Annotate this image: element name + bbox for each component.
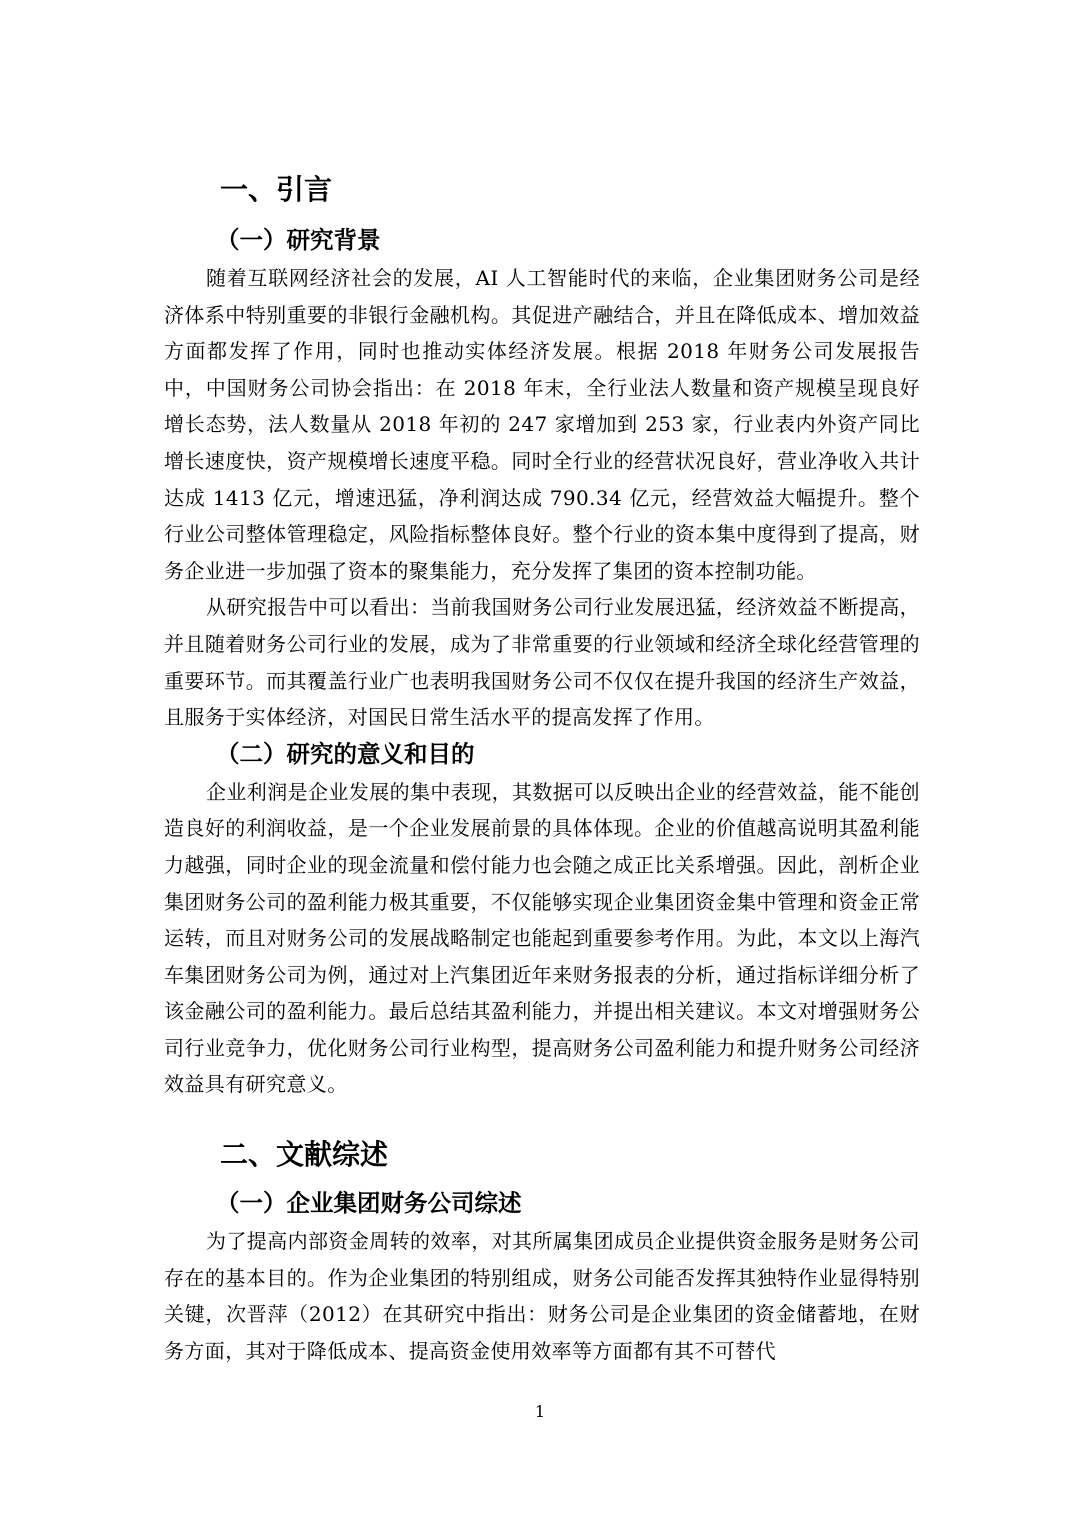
- page-body: [164, 168, 920, 1369]
- subsection-heading-significance-and-purpose: （二）研究的意义和目的: [216, 739, 475, 768]
- subsection-heading-group-finance-company-review: （一）企业集团财务公司综述: [216, 1189, 522, 1218]
- subsection-heading-research-background: （一）研究背景: [216, 226, 381, 254]
- paragraph-group-finance-1: 为了提高内部资金周转的效率，对其所属集团成员企业提供资金服务是财务公司存在的基本目的。作为企业集团的特别组成，财务公司能否发挥其独特作业显得特别关键，次晋萍（2012）在其研究中指出：财务公司是企业集团的资金储蓄地，在财务方面，其对于降低成本、提高资金使用效率等方面都有其不可替代: [164, 1229, 920, 1363]
- paragraph-background-1: 随着互联网经济社会的发展，AI 人工智能时代的来临，企业集团财务公司是经济体系中特别重要的非银行金融机构。其促进产融结合，并且在降低成本、增加效益方面都发挥了作用，同时也推动实体经济发展。根据 2018 年财务公司发展报告中，中国财务公司协会指出：在 2018 年末，全行业法人数量和资产规模呈现良好增长态势，法人数量从 2018 年初的 247 家增加到 253 家，行业表内外资产同比增长速度快，资产规模增长速度平稳。同时全行业的经营状况良好，营业净收入共计达成 1413 亿元，增速迅猛，净利润达成 790.34 亿元，经营效益大幅提升。整个行业公司整体管理稳定，风险指标整体良好。整个行业的资本集中度得到了提高，财务企业进一步加强了资本的聚集能力，充分发挥了集团的资本控制功能。: [164, 266, 920, 583]
- section-heading-literature-review: 二、文献综述: [220, 1138, 389, 1172]
- page-number: 1: [534, 1402, 546, 1421]
- section-heading-introduction: 一、引言: [220, 173, 333, 206]
- paragraph-background-2: 从研究报告中可以看出：当前我国财务公司行业发展迅猛，经济效益不断提高，并且随着财务公司行业的发展，成为了非常重要的行业领域和经济全球化经营管理的重要环节。而其覆盖行业广也表明我国财务公司不仅仅在提升我国的经济生产效益，且服务于实体经济，对国民日常生活水平的提高发挥了作用。: [164, 595, 920, 730]
- paragraph-significance-1: 企业利润是企业发展的集中表现，其数据可以反映出企业的经营效益，能不能创造良好的利润收益，是一个企业发展前景的具体体现。企业的价值越高说明其盈利能力越强，同时企业的现金流量和偿付能力也会随之成正比关系增强。因此，剖析企业集团财务公司的盈利能力极其重要，不仅能够实现企业集团资金集中管理和资金正常运转，而且对财务公司的发展战略制定也能起到重要参考作用。为此，本文以上海汽车集团财务公司为例，通过对上汽集团近年来财务报表的分析，通过指标详细分析了该金融公司的盈利能力。最后总结其盈利能力，并提出相关建议。本文对增强财务公司行业竞争力，优化财务公司行业构型，提高财务公司盈利能力和提升财务公司经济效益具有研究意义。: [164, 779, 920, 1097]
